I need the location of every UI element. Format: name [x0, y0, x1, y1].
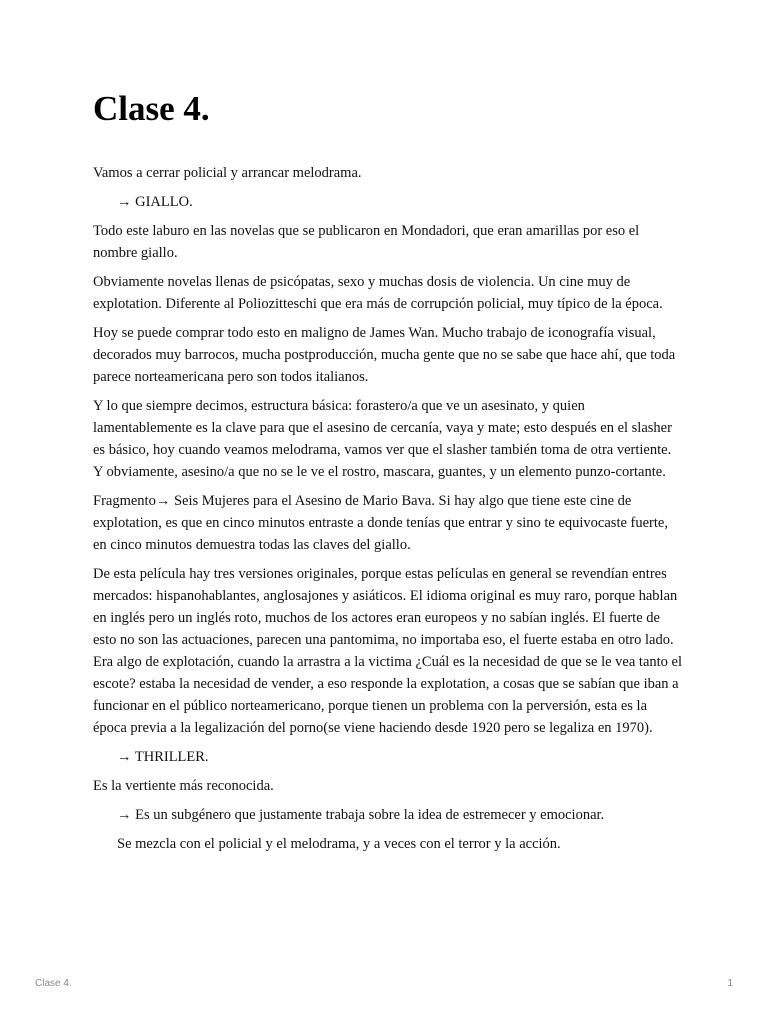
- document-body: [93, 88, 683, 862]
- section-heading-giallo: → GIALLO.: [117, 194, 193, 210]
- paragraph-versiones: De esta película hay tres versiones originales, porque estas películas en general se revendían entres mercados: hispanohablantes, anglosajones y asiáticos. El idioma original es muy raro, porque hablan en inglés pero un inglés roto, muchos de los actores eran europeos y no sabían inglés. El fuerte de esto no son las actuaciones, parecen una pantomima, no importaba eso, el fuerte estaba en otro lado. Era algo de explotación, cuando la arrastra a la victima ¿Cuál es la necesidad de que se le vea tanto el escote? estaba la necesidad de vender, a eso responde la explotation, a cosas que se sabían que iban a funcionar en el público norteamericano, porque tienen un problema con la perversión, esta es la época previa a la legalización del porno(se viene haciendo desde 1920 pero se legaliza en 1970).: [93, 566, 682, 736]
- paragraph-vertiente: Es la vertiente más reconocida.: [93, 778, 274, 794]
- page-number: 1: [727, 978, 733, 989]
- paragraph-fragmento: Fragmento→ Seis Mujeres para el Asesino de Mario Bava. Si hay algo que tiene este cine de explotation, es que en cinco minutos entraste a donde tenías que entrar y sino te equivocaste fuerte, en cinco minutos demuestra todas las claves del giallo.: [93, 493, 668, 553]
- paragraph-estructura: Y lo que siempre decimos, estructura básica: forastero/a que ve un asesinato, y quien lamentablemente es la clave para que el asesino de cercanía, vaya y mate; esto después en el slasher es básico, hoy cuando veamos melodrama, vamos ver que el slasher también toma de otra vertiente. Y obviamente, asesino/a que no se le ve el rostro, mascara, guantes, y un elemento punzo-cortante.: [93, 398, 672, 480]
- page-title: Clase 4.: [93, 89, 210, 128]
- paragraph-psicopatas: Obviamente novelas llenas de psicópatas, sexo y muchas dosis de violencia. Un cine muy de explotation. Diferente al Poliozitteschi que era más de corrupción policial, muy típico de la época.: [93, 274, 663, 312]
- paragraph-mezcla: Se mezcla con el policial y el melodrama, y a veces con el terror y la acción.: [117, 836, 561, 852]
- paragraph-subgenero: → Es un subgénero que justamente trabaja sobre la idea de estremecer y emocionar.: [117, 807, 605, 823]
- paragraph-intro: Vamos a cerrar policial y arrancar melodrama.: [93, 165, 362, 181]
- paragraph-mondadori: Todo este laburo en las novelas que se publicaron en Mondadori, que eran amarillas por eso el nombre giallo.: [93, 223, 640, 261]
- footer-document-title: Clase 4.: [35, 978, 72, 989]
- paragraph-james-wan: Hoy se puede comprar todo esto en maligno de James Wan. Mucho trabajo de iconografía visual, decorados muy barrocos, mucha postproducción, mucha gente que no se sabe que hace ahí, que toda parece norteamericana pero son todos italianos.: [93, 325, 676, 385]
- section-heading-thriller: → THRILLER.: [117, 749, 209, 765]
